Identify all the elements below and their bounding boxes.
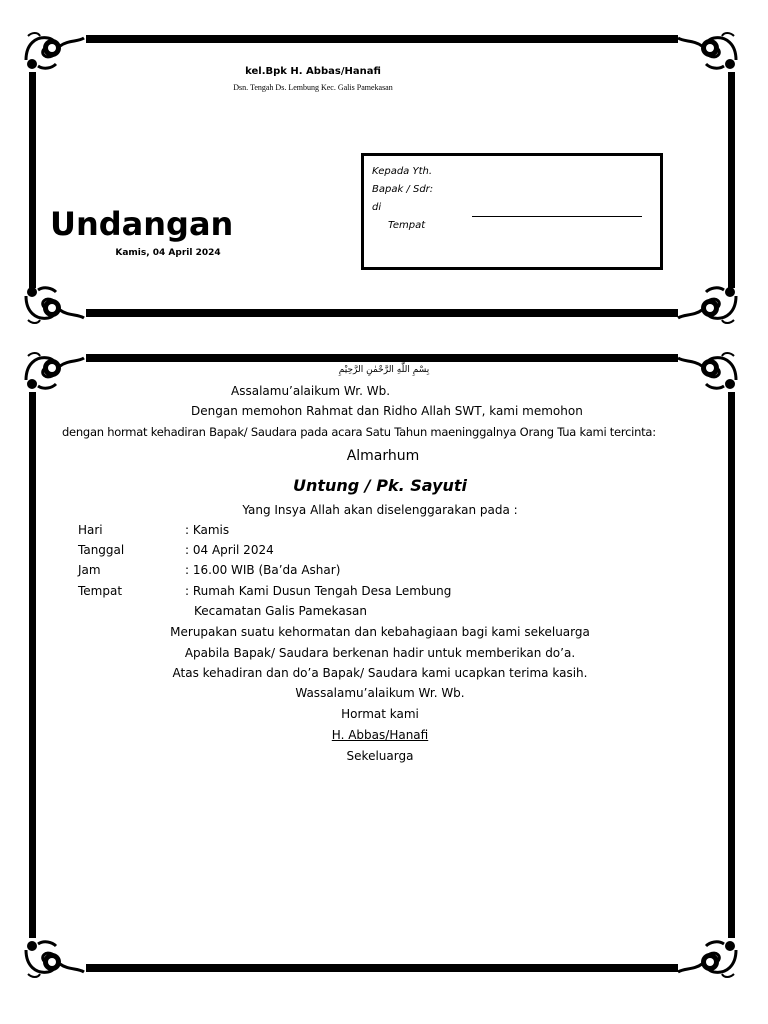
- date-value: : 04 April 2024: [185, 543, 274, 557]
- day-label: Hari: [78, 523, 103, 537]
- recipient-place: Tempat: [388, 220, 426, 231]
- letter-right-border: [728, 392, 735, 938]
- family-signoff: Sekeluarga: [346, 749, 414, 763]
- recipient-name-label: Bapak / Sdr:: [372, 184, 434, 195]
- ornament-corner-icon: [676, 30, 740, 74]
- signer-name: H. Abbas/Hanafi: [331, 728, 429, 742]
- family-title: kel.Bpk H. Abbas/Hanafi: [245, 66, 381, 77]
- recipient-at: di: [372, 202, 382, 213]
- held-on-line: Yang Insya Allah akan diselenggarakan pada :: [242, 503, 518, 517]
- time-value: : 16.00 WIB (Ba’da Ashar): [185, 563, 341, 577]
- cover-date: Kamis, 04 April 2024: [115, 248, 221, 258]
- cover-right-border: [728, 72, 735, 288]
- day-value: : Kamis: [185, 523, 230, 537]
- cover-top-border: [86, 35, 678, 43]
- time-label: Jam: [78, 563, 101, 577]
- place-label: Tempat: [78, 584, 123, 598]
- ornament-corner-icon: [676, 282, 740, 326]
- basmalah: بِسْمِ اللّٰهِ الرَّحْمٰنِ الرَّحِيْمِ: [338, 365, 430, 375]
- date-label: Tanggal: [78, 543, 125, 557]
- ornament-corner-icon: [22, 350, 86, 394]
- recipient-to: Kepada Yth.: [372, 166, 433, 177]
- ornament-corner-icon: [676, 350, 740, 394]
- almarhum-label: Almarhum: [346, 448, 420, 464]
- intro-line-2: dengan hormat kehadiran Bapak/ Saudara pada acara Satu Tahun maeninggalnya Orang Tua kami tercinta:: [62, 425, 656, 439]
- ornament-corner-icon: [22, 282, 86, 326]
- regards: Hormat kami: [341, 707, 419, 721]
- letter-left-border: [29, 392, 36, 938]
- sender-address: Dsn. Tengah Ds. Lembung Kec. Galis Pamekasan: [233, 83, 393, 92]
- cover-bottom-border: [86, 309, 678, 317]
- deceased-name: Untung / Pk. Sayuti: [292, 476, 468, 495]
- greeting: Assalamu’alaikum Wr. Wb.: [231, 384, 391, 398]
- closing-line-1: Merupakan suatu kehormatan dan kebahagiaan bagi kami sekeluarga: [170, 625, 590, 639]
- letter-bottom-border: [86, 964, 678, 972]
- letter-top-border: [86, 354, 678, 362]
- cover-left-border: [29, 72, 36, 288]
- place-value-1: : Rumah Kami Dusun Tengah Desa Lembung: [185, 584, 452, 598]
- closing-line-3: Atas kehadiran dan do’a Bapak/ Saudara kami ucapkan terima kasih.: [172, 666, 588, 680]
- farewell: Wassalamu’alaikum Wr. Wb.: [295, 686, 465, 700]
- recipient-name-line: [472, 216, 642, 217]
- place-value-2: Kecamatan Galis Pamekasan: [194, 604, 367, 618]
- closing-line-2: Apabila Bapak/ Saudara berkenan hadir untuk memberikan do’a.: [184, 646, 576, 660]
- ornament-corner-icon: [22, 936, 86, 980]
- invitation-heading: Undangan: [50, 205, 234, 243]
- intro-line-1: Dengan memohon Rahmat dan Ridho Allah SWT, kami memohon: [191, 404, 583, 418]
- recipient-box: [361, 153, 663, 270]
- ornament-corner-icon: [676, 936, 740, 980]
- ornament-corner-icon: [22, 30, 86, 74]
